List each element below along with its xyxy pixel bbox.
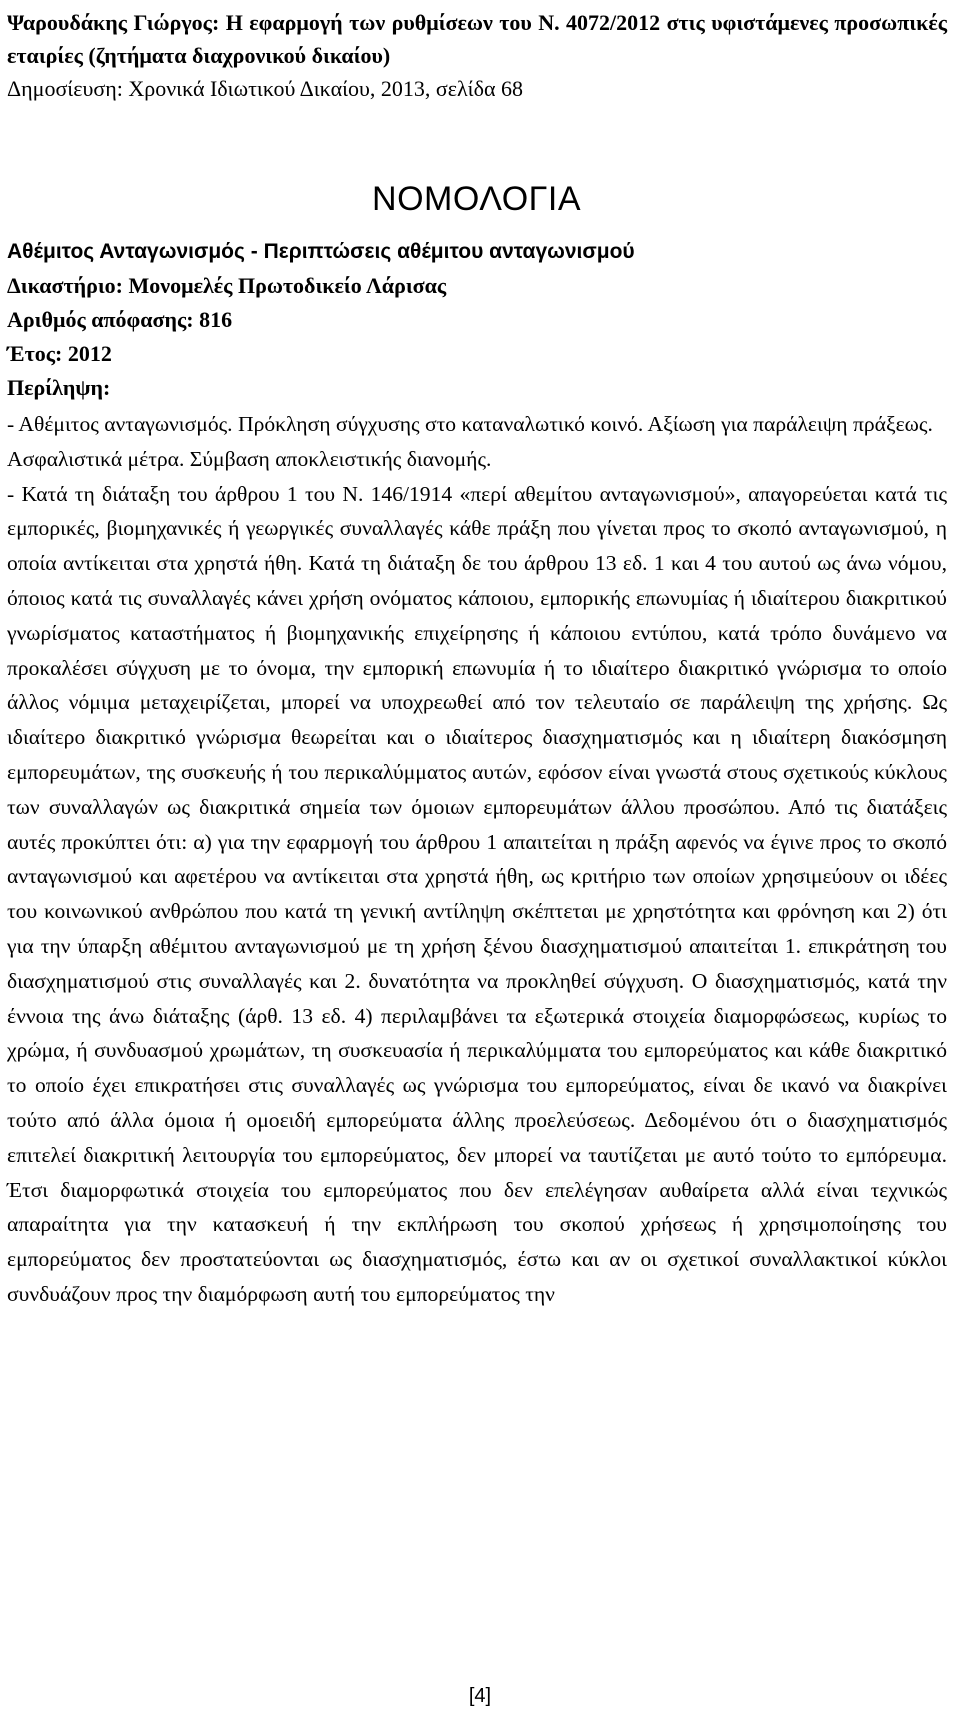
summary-label: Περίληψη: [7,375,111,400]
article-title: Ψαρουδάκης Γιώργος: Η εφαρμογή των ρυθμίσεων του Ν. 4072/2012 στις υφιστάμενες προσωπικές εταιρίες (ζητήματα διαχρονικού δικαίου) [7,10,947,68]
year-value: 2012 [67,341,112,366]
decision-number-row [7,303,947,337]
page-number: [4] [468,1685,492,1707]
publication-line: Δημοσίευση: Χρονικά Ιδιωτικού Δικαίου, 2013, σελίδα 68 [7,76,523,101]
court-row [7,269,947,303]
summary-body [7,407,947,1312]
court-label: Δικαστήριο: [7,273,123,298]
court-value: Μονομελές Πρωτοδικείο Λάρισας [128,273,447,298]
article-header [7,6,947,105]
summary-paragraph: - Κατά τη διάταξη του άρθρου 1 του Ν. 146/1914 «περί αθεμίτου ανταγωνισμού», απαγορεύεται κατά τις εμπορικές, βιομηχανικές ή γεωργικές συναλλαγές κάθε πράξη που γίνεται προς το σκοπό ανταγωνισμού, η οποία αντίκειται στα χρηστά ήθη. Κατά τη διάταξη δε του άρθρου 13 εδ. 1 και 4 του αυτού ως άνω νόμου, όποιος κατά τις συναλλαγές κάνει χρήση ονόματος κάποιου, εμπορικής επωνυμίας ή ιδιαίτερου διακριτικού γνωρίσματος καταστήματος ή βιομηχανικής επιχείρησης ή κάποιου εντύπου, κατά τρόπο δυνάμενο να προκαλέσει σύγχυση με το όνομα, την εμπορική επωνυμία ή το ιδιαίτερο διακριτικό γνώρισμα το οποίο άλλος νόμιμα μεταχειρίζεται, μπορεί να υποχρεωθεί από τον τελευταίο σε παράλειψη της χρήσης. Ως ιδιαίτερο διακριτικό γνώρισμα θεωρείται και ο ιδιαίτερος διασχηματισμός και η ιδιαίτερη διακόσμηση εμπορευμάτων, της συσκευής ή του περικαλύμματος αυτών, εφόσον είναι γνωστά στους σχετικούς κύκλους των συναλλαγών ως διακριτικά σημεία των όμοιων εμπορευμάτων άλλου προσώπου. Από τις διατάξεις αυτές προκύπτει ότι: α) για την εφαρμογή του άρθρου 1 απαιτείται η πράξη αφενός να έγινε προς το σκοπό ανταγωνισμού και αφετέρου να αντίκειται στα χρηστά ήθη, ως κριτήριο των οποίων χρησιμεύουν οι ιδέες του κοινωνικού ανθρώπου που κατά τη γενική αντίληψη σκέπτεται με χρηστότητα και φρόνηση και 2) ότι για την ύπαρξη αθέμιτου ανταγωνισμού με τη χρήση ξένου διασχηματισμού απαιτείται 1. επικράτηση του διασχηματισμού στις συναλλαγές και 2. δυνατότητα να προκληθεί σύγχυση. Ο διασχηματισμός, κατά την έννοια της άνω διάταξης (άρθ. 13 εδ. 4) περιλαμβάνει τα εξωτερικά στοιχεία διαμορφώσεως, κυρίως το χρώμα, ή συνδυασμού χρωμάτων, τη συσκευασία ή περικαλύμματα του εμπορεύματος και κάθε διακριτικό το οποίο έχει επικρατήσει στις συναλλαγές ως γνώρισμα του εμπορεύματος, είναι δε ικανό να διακρίνει τούτο από άλλα όμοια ή ομοειδή εμπορεύματα άλλης προελεύσεως. Δεδομένου ότι ο διασχηματισμός επιτελεί διακριτική λειτουργία του εμπορεύματος, δεν μπορεί να ταυτίζεται με αυτό τούτο το εμπόρευμα. Έτσι διαμορφωτικά στοιχεία του εμπορεύματος που δεν επελέγησαν αυθαίρετα αλλά είναι τεχνικώς απαραίτητα για την κατασκευή ή την εκπλήρωση του σκοπού χρήσεως ή χρησιμοποίησης του εμπορεύματος δεν προστατεύονται ως διασχηματισμός, έστω και αν οι σχετικοί συναλλακτικοί κύκλοι συνδυάζουν προς την διαμόρφωση αυτή του εμπορεύματος την [7,481,947,1306]
document-page [7,0,947,1312]
year-row [7,337,947,371]
case-topic: Αθέμιτος Ανταγωνισμός - Περιπτώσεις αθέμιτου ανταγωνισμού [7,240,635,263]
summary-keywords: - Αθέμιτος ανταγωνισμός. Πρόκληση σύγχυσης στο καταναλωτικό κοινό. Αξίωση για παράλειψη πράξεως. Ασφαλιστικά μέτρα. Σύμβαση αποκλειστικής διανομής. [7,412,933,471]
decision-number-value: 816 [199,307,233,332]
case-metadata [7,235,947,405]
year-label: Έτος: [7,341,63,366]
section-heading: ΝΟΜΟΛΟΓΙΑ [372,180,581,218]
decision-number-label: Αριθμός απόφασης: [7,307,194,332]
